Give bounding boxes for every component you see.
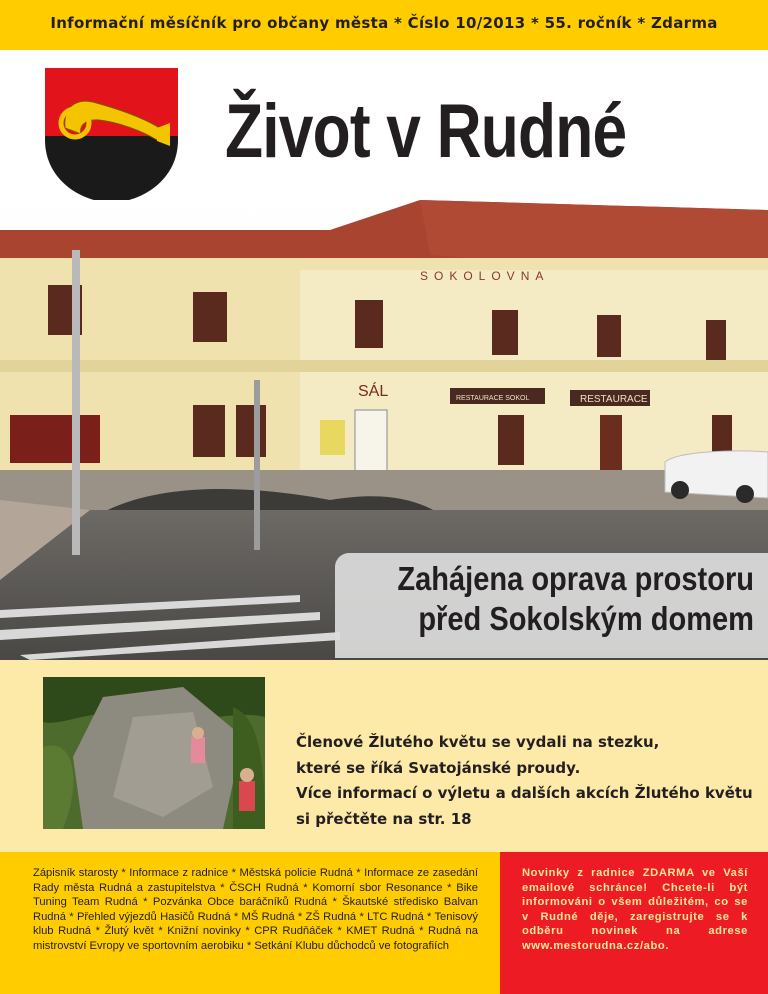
newsletter-promo-text: Novinky z radnice ZDARMA ve Vaší emailové schránce! Chcete-li být informováni o všem důležitém, co se v Rudné děje, zaregistrujte se k odběru novinek na adrese www.mestorudna.cz/abo.	[522, 867, 748, 952]
headline-line-2: před Sokolským domem	[418, 600, 754, 637]
feature-caption-line-3: Více informací o výletu a dalších akcích Žlutého květu	[296, 784, 753, 802]
feature-caption-line-1: Členové Žlutého květu se vydali na stezku,	[296, 733, 660, 751]
newsletter-promo	[500, 852, 768, 994]
headline-line-1: Zahájena oprava prostoru	[397, 560, 754, 597]
feature-photo	[43, 677, 265, 829]
contents-list: Zápisník starosty * Informace z radnice * Městská policie Rudná * Informace ze zasedání Rady města Rudná a zastupitelstva * ČSCH Rudná * Komorní sbor Resonance * Bike Tuning Team Rudná * Pozvánka Obce baráčníků Rudná * Škautské středisko Balvan Rudná * Přehled výjezdů Hasičů Rudná * MŠ Rudná * ZŠ Rudná * LTC Rudná * Tenisový klub Rudná * Žlutý květ * Knižní novinky * CPR Rudňáček * KMET Rudná * Rudná na mistrovství Evropy ve sportovním aerobiku * Setkání Klubu důchodců ve fotografiích	[33, 867, 478, 952]
sign-restaurant: RESTAURACE	[580, 394, 648, 405]
sign-sal: SÁL	[358, 383, 389, 400]
issue-banner	[0, 0, 768, 50]
issue-tagline: Informační měsíčník pro občany města * Číslo 10/2013 * 55. ročník * Zdarma	[50, 14, 718, 32]
feature-caption-line-4: si přečtěte na str. 18	[296, 810, 472, 828]
sign-sokolovna: SOKOLOVNA	[420, 269, 550, 283]
sign-restaurant-board: RESTAURACE SOKOL	[456, 395, 530, 402]
feature-caption-line-2: které se říká Svatojánské proudy.	[296, 759, 581, 777]
masthead-title: Život v Rudné	[225, 89, 627, 174]
coat-of-arms-logo	[45, 68, 178, 203]
contents-panel	[0, 852, 500, 994]
